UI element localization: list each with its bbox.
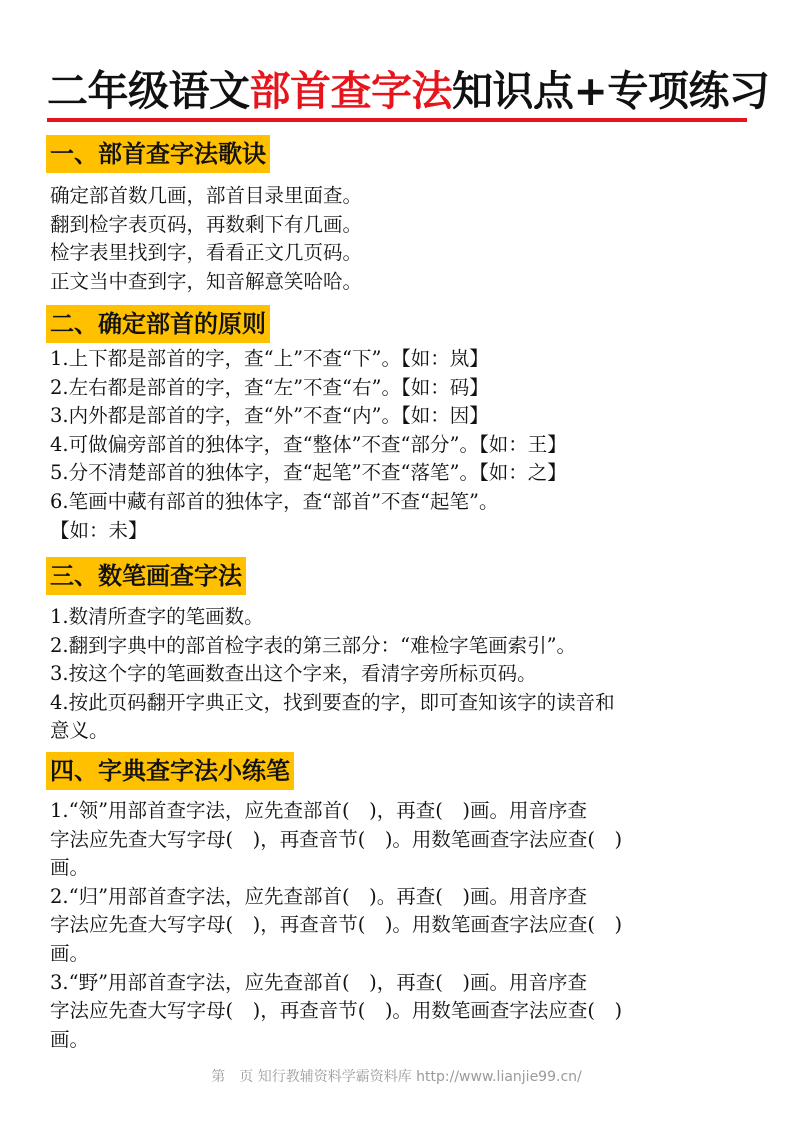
exercise-line: 3.“野”用部首查字法，应先查部首( )，再查( )画。用音序查 xyxy=(50,970,587,994)
title-highlight: 部首查字法 xyxy=(249,67,452,115)
title-prefix: 二年级语文 xyxy=(47,67,250,115)
exercise-line: 画。 xyxy=(50,1027,90,1051)
text-line: 2.左右都是部首的字，查“左”不查“右”。【如：码】 xyxy=(50,375,489,399)
exercise-line: 1.“领”用部首查字法，应先查部首( )，再查( )画。用音序查 xyxy=(50,799,587,822)
exercise-line: 画。 xyxy=(50,941,90,965)
text-line: 确定部首数几画，部首目录里面查。 xyxy=(50,184,363,207)
exercise-line: 画。 xyxy=(50,856,90,880)
exercise-line: 字法应先查大写字母( )，再查音节( )。用数笔画查字法应查( ) xyxy=(50,827,623,851)
text-line: 【如：未】 xyxy=(50,518,148,542)
section-body-3 xyxy=(50,603,750,746)
text-line: 2.翻到字典中的部首检字表的第三部分：“难检字笔画索引”。 xyxy=(50,633,577,657)
text-line: 1.数清所查字的笔画数。 xyxy=(50,605,264,628)
text-line: 4.按此页码翻开字典正文，找到要查的字，即可查知该字的读音和 xyxy=(50,690,615,714)
text-line: 检字表里找到字，看看正文几页码。 xyxy=(50,241,363,265)
text-line: 正文当中查到字，知音解意笑哈哈。 xyxy=(50,269,363,293)
section-heading-1: 一、部首查字法歌诀 xyxy=(46,135,270,173)
page-footer xyxy=(0,1066,793,1086)
title-suffix: 知识点+专项练习 xyxy=(452,67,770,115)
text-line: 3.内外都是部首的字，查“外”不查“内”。【如：因】 xyxy=(50,404,489,428)
section-body-4 xyxy=(50,797,750,1054)
exercise-line: 2.“归”用部首查字法，应先查部首( )。再查( )画。用音序查 xyxy=(50,884,587,908)
section-body-2 xyxy=(50,345,750,545)
text-line: 4.可做偏旁部首的独体字，查“整体”不查“部分”。【如：王】 xyxy=(50,432,567,456)
section-heading-2: 二、确定部首的原则 xyxy=(46,305,270,343)
section-heading-3: 三、数笔画查字法 xyxy=(46,557,246,595)
exercise-line: 字法应先查大写字母( )，再查音节( )。用数笔画查字法应查( ) xyxy=(50,999,623,1023)
footer-page-label: 第 页 xyxy=(211,1069,254,1085)
text-line: 6.笔画中藏有部首的独体字，查“部首”不查“起笔”。 xyxy=(50,489,499,513)
section-heading-4: 四、字典查字法小练笔 xyxy=(46,752,294,790)
title-underline xyxy=(47,118,747,122)
text-line: 5.分不清楚部首的独体字，查“起笔”不查“落笔”。【如：之】 xyxy=(50,461,567,485)
footer-watermark: 知行教辅资料学霸资料库 http://www.lianjie99.cn/ xyxy=(257,1069,582,1085)
text-line: 3.按这个字的笔画数查出这个字来，看清字旁所标页码。 xyxy=(50,662,537,686)
text-line: 翻到检字表页码，再数剩下有几画。 xyxy=(50,212,363,236)
exercise-line: 字法应先查大写字母( )，再查音节( )。用数笔画查字法应查( ) xyxy=(50,913,623,937)
text-line: 1.上下都是部首的字，查“上”不查“下”。【如：岚】 xyxy=(50,347,489,370)
page-title xyxy=(47,66,770,116)
section-body-1 xyxy=(50,182,750,296)
text-line: 意义。 xyxy=(50,719,109,743)
